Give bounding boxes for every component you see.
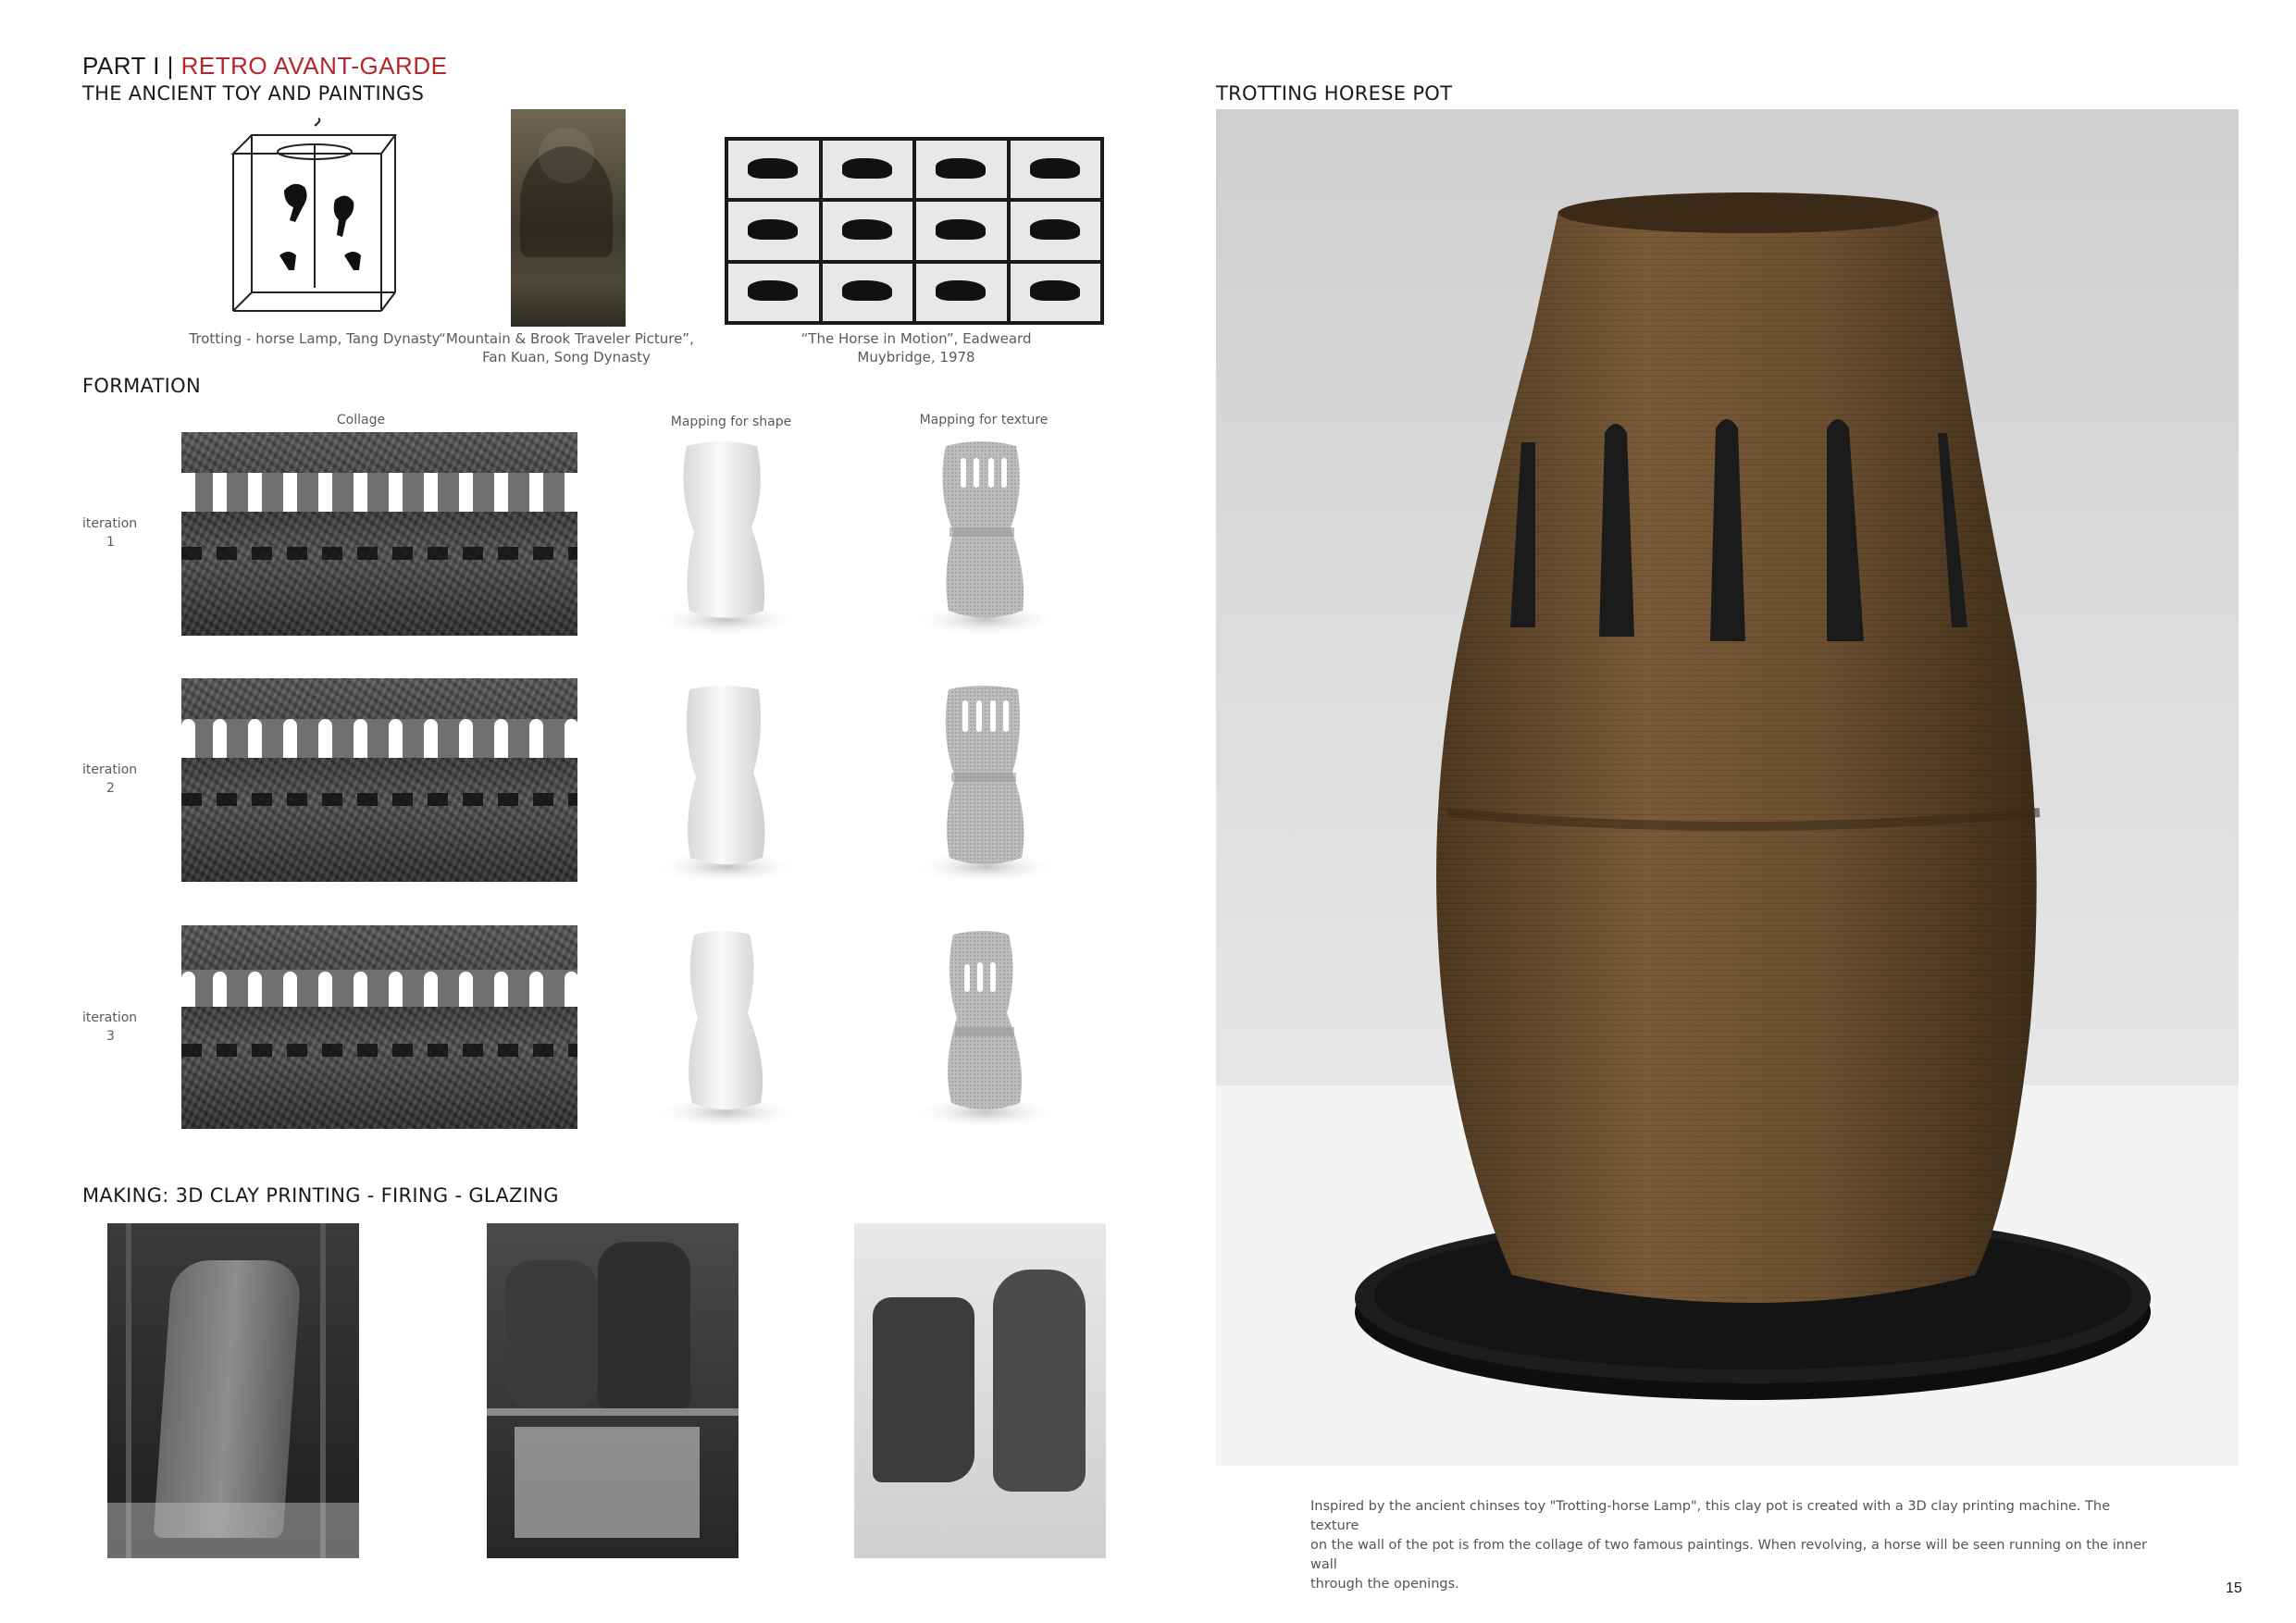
shape-vase-2 (629, 680, 814, 893)
photo-glazed-pots (854, 1223, 1106, 1558)
iteration-label-3 (82, 1009, 138, 1046)
shape-vase-3 (629, 925, 814, 1138)
mountain-brook-painting (511, 109, 626, 327)
horse-frame (823, 202, 913, 259)
part-title: RETRO AVANT-GARDE (180, 52, 448, 80)
texture-vase-1 (888, 435, 1074, 648)
horse-frame (916, 202, 1007, 259)
horse-in-motion-grid (725, 137, 1104, 325)
description-line: through the openings. (1310, 1577, 1459, 1592)
texture-vase-2 (888, 680, 1074, 893)
photo-kiln-firing (487, 1223, 738, 1558)
caption-lamp-line1: Trotting - horse Lamp, Tang Dynasty (189, 330, 441, 347)
horse-frame (728, 141, 819, 198)
page-number: 15 (2226, 1580, 2242, 1596)
iteration-number: 1 (106, 535, 115, 550)
iteration-text: iteration (82, 516, 138, 531)
texture-vase-3 (888, 925, 1074, 1138)
horse-frame (916, 141, 1007, 198)
section-heading-formation: FORMATION (82, 375, 202, 397)
trotting-horse-pot-photo (1216, 109, 2239, 1466)
horse-frame (728, 264, 819, 321)
section-heading-ancient: THE ANCIENT TOY AND PAINTINGS (82, 82, 425, 105)
caption-horse-in-motion (773, 329, 1060, 366)
column-label-collage: Collage (336, 413, 386, 427)
iteration-label-1 (82, 514, 138, 551)
page-title (82, 52, 447, 81)
caption-painting-line1: “Mountain & Brook Traveler Picture”, (439, 330, 694, 347)
caption-horse-line1: “The Horse in Motion”, Eadweard (800, 330, 1032, 347)
photo-3d-printing (107, 1223, 359, 1558)
column-label-shape: Mapping for shape (670, 415, 792, 429)
iteration-text: iteration (82, 1010, 138, 1025)
horse-frame (728, 202, 819, 259)
collage-iteration-1 (181, 432, 577, 636)
collage-iteration-3 (181, 925, 577, 1129)
iteration-text: iteration (82, 762, 138, 777)
iteration-number: 2 (106, 781, 115, 796)
collage-iteration-2 (181, 678, 577, 882)
trotting-horse-lamp-drawing (215, 117, 414, 325)
horse-frame (1011, 141, 1101, 198)
horse-frame (1011, 202, 1101, 259)
title-separator: | (167, 52, 174, 80)
feature-description (1310, 1497, 2162, 1594)
section-heading-making: MAKING: 3D CLAY PRINTING - FIRING - GLAZING (82, 1184, 559, 1207)
iteration-label-2 (82, 761, 138, 798)
horse-frame (823, 141, 913, 198)
caption-painting (428, 329, 705, 366)
horse-frame (916, 264, 1007, 321)
description-line: on the wall of the pot is from the collage of two famous paintings. When revolving, a horse will be seen running on the inner wall (1310, 1538, 2147, 1572)
caption-lamp (162, 329, 467, 348)
horse-frame (1011, 264, 1101, 321)
horse-frame (823, 264, 913, 321)
description-line: Inspired by the ancient chinses toy "Trotting-horse Lamp", this clay pot is created with a 3D clay printing machine. The texture (1310, 1499, 2110, 1533)
part-label: PART I (82, 52, 160, 80)
section-heading-feature: TROTTING HORESE POT (1216, 82, 1453, 105)
iteration-number: 3 (106, 1029, 115, 1044)
caption-horse-line2: Muybridge, 1978 (857, 349, 975, 365)
caption-painting-line2: Fan Kuan, Song Dynasty (482, 349, 651, 365)
column-label-texture: Mapping for texture (919, 413, 1049, 427)
pot-illustration (1216, 109, 2239, 1466)
shape-vase-1 (629, 435, 814, 648)
